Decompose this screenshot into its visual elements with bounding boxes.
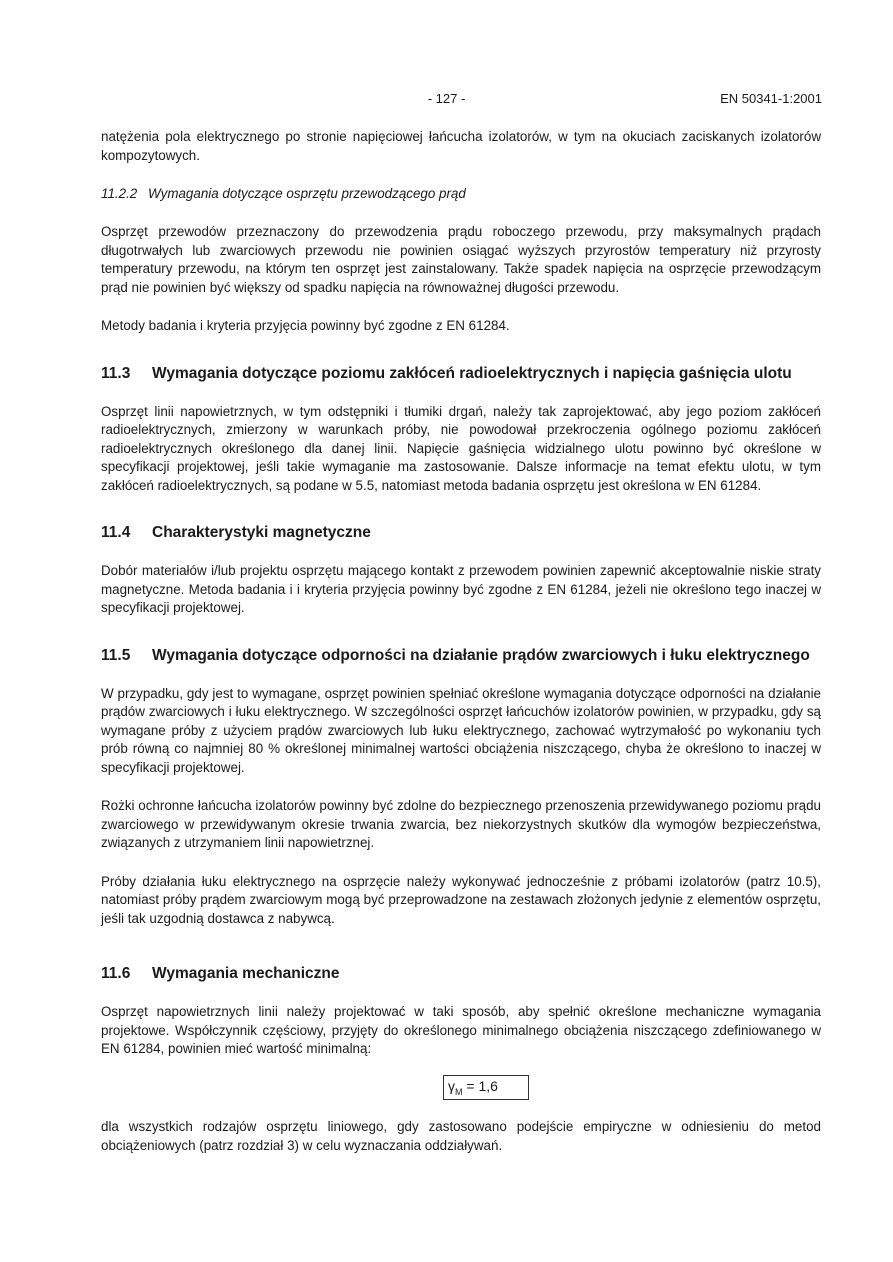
section-title: Wymagania dotyczące odporności na działanie prądów zwarciowych i łuku elektrycznego: [152, 646, 810, 664]
paragraph: Dobór materiałów i/lub projektu osprzętu mającego kontakt z przewodem powinien zapewnić akceptowalnie niskie straty magnetyczne. Metoda badania i i kryteria przyjęcia powinny być zgodne z EN 61284, jeżeli nie określono tego inaczej w specyfikacji projektowej.: [101, 563, 821, 615]
section-number: 11.6: [101, 965, 131, 982]
section-number: 11.5: [101, 646, 131, 664]
section-11-5-heading: [101, 646, 821, 665]
section-11-4-heading: [101, 523, 821, 542]
section-title: Wymagania dotyczące poziomu zakłóceń radioelektrycznych i napięcia gaśnięcia ulotu: [152, 364, 792, 382]
section-11-3-heading: [101, 364, 821, 383]
section-number: 11.4: [101, 524, 131, 541]
standard-number: EN 50341-1:2001: [720, 91, 822, 106]
formula-value: = 1,6: [462, 1077, 498, 1094]
paragraph: Próby działania łuku elektrycznego na osprzęcie należy wykonywać jednocześnie z próbami izolatorów (patrz 10.5), natomiast próby prądem zwarciowym mogą być przeprowadzone na zestawach złożonych jedynie z elementów osprzętu, jeśli tak uzgodnią dostawca z nabywcą.: [101, 873, 821, 926]
subsection-11-2-2-heading: [101, 185, 821, 203]
paragraph: Osprzęt linii napowietrznych, w tym odstępniki i tłumiki drgań, należy tak zaprojektować, aby jego poziom zakłóceń radioelektrycznych, zmierzony w warunkach próby, nie powodował przekroczenia ogólnego poziomu zakłóceń radioelektrycznych określonego dla danej linii. Napięcie gaśnięcia widzialnego ulotu powinno być określone w specyfikacji projektowej, jeśli takie wymaganie ma zastosowanie. Dalsze informacje na temat efektu ulotu, w tym zakłóceń radioelektrycznych, są podane w 5.5, natomiast metoda badania osprzętu jest określona w EN 61284.: [101, 403, 821, 493]
subsection-title: Wymagania dotyczące osprzętu przewodzącego prąd: [148, 186, 466, 201]
intro-paragraph: natężenia pola elektrycznego po stronie napięciowej łańcucha izolatorów, w tym na okuciach zaciskanych izolatorów kompozytowych.: [101, 129, 821, 163]
formula-symbol: γ: [448, 1077, 456, 1094]
paragraph: Osprzęt przewodów przeznaczony do przewodzenia prądu roboczego przewodu, przy maksymalnych prądach długotrwałych lub zwarciowych przewodu nie powinien osiągać wyższych przyrostów temperatury niż przyrosty temperatury przewodu, na którym ten osprzęt jest zainstalowany. Także spadek napięcia na osprzęcie przewodzącym prąd nie powinien być większy od spadku napięcia na równoważnej długości przewodu.: [101, 224, 821, 295]
subsection-number: 11.2.2: [101, 186, 138, 201]
formula-box: [443, 1075, 529, 1101]
paragraph: Metody badania i kryteria przyjęcia powinny być zgodne z EN 61284.: [101, 318, 510, 333]
paragraph: W przypadku, gdy jest to wymagane, osprzęt powinien spełniać określone wymagania dotyczące odporności na działanie prądów zwarciowych i łuku elektrycznego. W szczególności osprzęt łańcuchów izolatorów powinien, w przypadku, gdy są wymagane próby z użyciem prądów zwarciowych lub łuku elektrycznego, zachować wytrzymałość po wykonaniu tych prób równą co najmniej 80 % określonej minimalnej wartości obciążenia niszczącego, chyba że określono to inaczej w specyfikacji projektowej.: [101, 685, 821, 775]
paragraph: Osprzęt napowietrznych linii należy projektować w taki sposób, aby spełnić określone mechaniczne wymagania projektowe. Współczynnik częściowy, przyjęty do określonego minimalnego obciążenia niszczącego zdefiniowanego w EN 61284, powinien mieć wartość minimalną:: [101, 1004, 821, 1056]
paragraph: Rożki ochronne łańcucha izolatorów powinny być zdolne do bezpiecznego przenoszenia przewidywanego poziomu prądu zwarciowego w przewidywanym okresie trwania zwarcia, bez niekorzystnych skutków dla wymogów bezpieczeństwa, związanych z utrzymaniem linii napowietrznej.: [101, 798, 821, 850]
section-11-6-heading: [101, 964, 821, 983]
section-number: 11.3: [101, 364, 131, 382]
paragraph: dla wszystkich rodzajów osprzętu liniowego, gdy zastosowano podejście empiryczne w odniesieniu do metod obciążeniowych (patrz rozdział 3) w celu wyznaczania oddziaływań.: [101, 1119, 821, 1153]
page-content: [101, 128, 821, 1155]
page-number: - 127 -: [427, 91, 466, 106]
section-title: Wymagania mechaniczne: [152, 965, 340, 982]
section-title: Charakterystyki magnetyczne: [152, 524, 371, 541]
formula-subscript: M: [455, 1086, 463, 1097]
